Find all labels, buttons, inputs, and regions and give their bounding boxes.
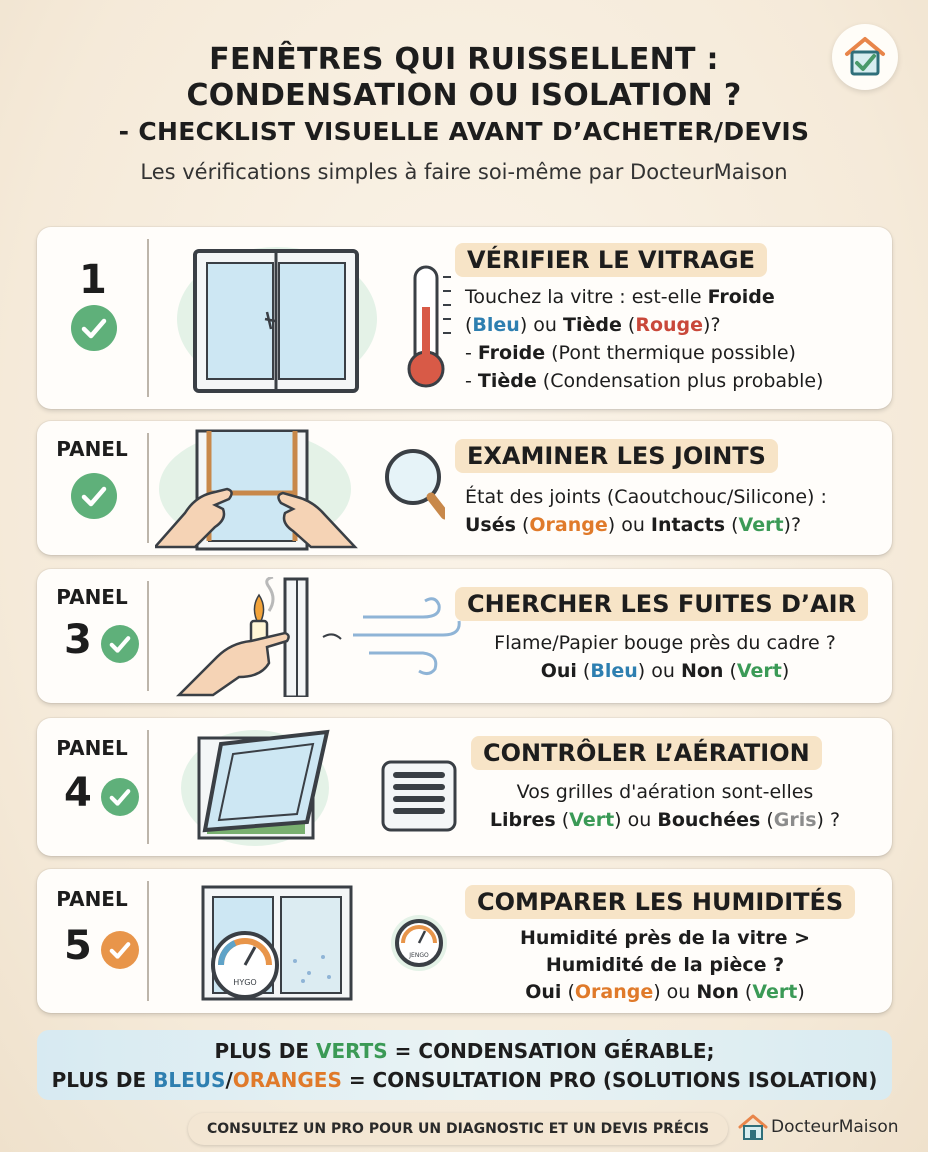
color-word-green: Vert — [738, 514, 784, 536]
text: Tiède — [477, 370, 537, 392]
color-word-orange: Orange — [574, 981, 654, 1003]
house-icon — [738, 1114, 768, 1140]
panel-badge — [37, 718, 147, 856]
text: ( — [576, 660, 591, 682]
panel-1-glazing — [37, 227, 892, 409]
panel-number: 3 — [64, 617, 92, 663]
panel-title: CONTRÔLER L’AÉRATION — [471, 736, 822, 770]
panel-label: PANEL — [56, 887, 128, 911]
brand-name: DocteurMaison — [771, 1117, 899, 1137]
panel-number: 4 — [64, 770, 92, 816]
text: - — [465, 342, 478, 364]
text: Non — [680, 660, 724, 682]
text: ) — [781, 660, 790, 682]
window-hygrometer-icon — [173, 881, 463, 1009]
title-line-1: FENÊTRES QUI RUISSELLENT : — [209, 42, 719, 77]
check-icon — [101, 625, 139, 663]
gauge-2-label: JENGO — [409, 952, 429, 959]
header — [0, 0, 928, 184]
text: Non — [696, 981, 739, 1003]
text: ) ou — [607, 514, 651, 536]
text: ( — [723, 660, 737, 682]
color-word-orange: ORANGES — [232, 1068, 342, 1092]
text: Libres — [489, 809, 556, 831]
text: Bouchées — [657, 809, 761, 831]
panel-title: VÉRIFIER LE VITRAGE — [455, 243, 767, 277]
panel-instructions — [465, 283, 823, 395]
text: ( — [555, 809, 570, 831]
check-icon — [71, 473, 117, 519]
hands-joint-magnifier-icon — [155, 427, 445, 551]
panel-badge — [37, 569, 147, 703]
color-word-green: Vert — [752, 981, 798, 1003]
panel-badge — [37, 869, 147, 1013]
tilted-window-vent-grille-icon — [177, 726, 467, 850]
cta-banner: CONSULTEZ UN PRO POUR UN DIAGNOSTIC ET UN DEVIS PRÉCIS — [188, 1113, 728, 1145]
text: ( — [561, 981, 575, 1003]
color-word-green: Vert — [569, 809, 615, 831]
panel-badge — [37, 227, 147, 409]
check-icon — [71, 305, 117, 351]
title-line-2: CONDENSATION OU ISOLATION ? — [186, 78, 742, 113]
text: Humidité près de la vitre > — [519, 927, 811, 949]
house-check-logo-icon — [832, 24, 898, 90]
color-word-green: Vert — [736, 660, 782, 682]
text: Froide — [707, 286, 775, 308]
text: ) ? — [816, 809, 841, 831]
color-word-green: VERTS — [316, 1039, 388, 1063]
summary-box — [37, 1030, 892, 1100]
panel-label: PANEL — [56, 585, 128, 609]
color-word-gray: Gris — [773, 809, 817, 831]
panel-title: CHERCHER LES FUITES D’AIR — [455, 587, 868, 621]
text: ) — [797, 981, 805, 1003]
gauge-1-label: HYGO — [233, 978, 257, 987]
text: Usés — [465, 514, 516, 536]
text: Touchez la vitre : est-elle — [465, 286, 708, 308]
text: ) ou — [614, 809, 658, 831]
text: Oui — [540, 660, 577, 682]
text: Flame/Papier bouge près du cadre ? — [494, 632, 836, 654]
panel-2-joints — [37, 421, 892, 555]
text: ( — [465, 314, 473, 336]
text: - — [465, 370, 478, 392]
text: ( — [725, 514, 739, 536]
text: ( — [621, 314, 636, 336]
panel-divider — [147, 239, 149, 397]
text: Vos grilles d'aération sont-elles — [516, 781, 814, 803]
page-title — [0, 42, 928, 150]
text: Froide — [477, 342, 546, 364]
panel-number: 1 — [79, 257, 107, 303]
text: État des joints (Caoutchouc/Silicone) : — [465, 486, 827, 508]
text: Oui — [525, 981, 562, 1003]
panel-3-air-leaks — [37, 569, 892, 703]
text: ) ou — [653, 981, 697, 1003]
text: Tiède — [563, 314, 622, 336]
text: (Pont thermique possible) — [545, 342, 796, 364]
panel-instructions — [465, 483, 827, 539]
text: Intacts — [650, 514, 726, 536]
page-subtitle: Les vérifications simples à faire soi-même par DocteurMaison — [140, 160, 788, 184]
window-thermometer-icon — [167, 237, 467, 402]
panel-instructions — [455, 778, 875, 834]
panel-instructions — [455, 925, 875, 1006]
panel-divider — [147, 581, 149, 691]
text: PLUS DE — [214, 1039, 316, 1063]
panel-5-humidity — [37, 869, 892, 1013]
text: )? — [783, 514, 802, 536]
panel-title: EXAMINER LES JOINTS — [455, 439, 778, 473]
text: (Condensation plus probable) — [536, 370, 824, 392]
color-word-blue: Bleu — [472, 314, 520, 336]
text: ( — [738, 981, 753, 1003]
panel-label: PANEL — [56, 736, 128, 760]
panel-number: 5 — [64, 923, 92, 969]
text: / — [225, 1068, 233, 1092]
title-line-3: - CHECKLIST VISUELLE AVANT D’ACHETER/DEVIS — [118, 117, 810, 146]
text: PLUS DE — [51, 1068, 154, 1092]
panel-divider — [147, 881, 149, 1001]
panel-divider — [147, 433, 149, 543]
panel-divider — [147, 730, 149, 844]
check-icon — [101, 931, 139, 969]
text: ) ou — [519, 314, 564, 336]
brand-logo — [738, 1114, 899, 1140]
panel-instructions — [455, 629, 875, 685]
color-word-blue: BLEUS — [153, 1068, 226, 1092]
text: )? — [703, 314, 721, 336]
panel-badge — [37, 421, 147, 555]
text: ) ou — [637, 660, 681, 682]
color-word-orange: Orange — [529, 514, 608, 536]
text: Humidité de la pièce ? — [545, 954, 785, 976]
text: ( — [760, 809, 774, 831]
color-word-blue: Bleu — [590, 660, 638, 682]
check-icon — [101, 778, 139, 816]
color-word-red: Rouge — [635, 314, 704, 336]
text: ( — [515, 514, 530, 536]
panel-4-ventilation — [37, 718, 892, 856]
text: = CONSULTATION PRO (SOLUTIONS ISOLATION) — [341, 1068, 878, 1092]
panel-title: COMPARER LES HUMIDITÉS — [465, 885, 855, 919]
panel-label: PANEL — [56, 437, 128, 461]
text: = CONDENSATION GÉRABLE; — [387, 1039, 715, 1063]
candle-draft-wind-icon — [173, 577, 463, 697]
